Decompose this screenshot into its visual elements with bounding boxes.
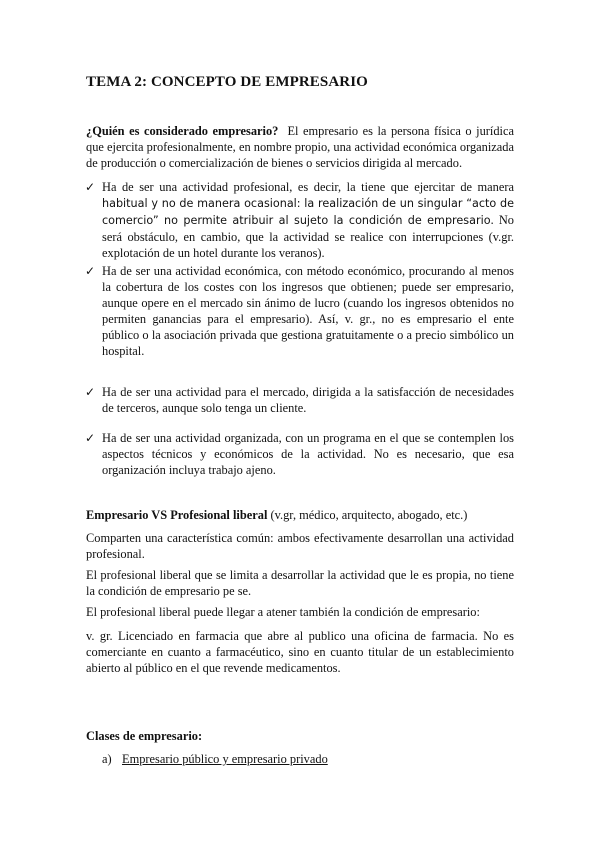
bullet-text-part1: Ha de ser una actividad profesional, es decir, la tiene que ejercitar de manera <box>102 180 514 194</box>
section-heading-row <box>86 507 514 523</box>
list-item-text: Empresario público y empresario privado <box>122 752 328 766</box>
paragraph: El profesional liberal que se limita a desarrollar la actividad que le es propia, no tiene la condición de empresario pe se. <box>86 568 514 598</box>
page-title: TEMA 2: CONCEPTO DE EMPRESARIO <box>86 74 368 90</box>
list-item <box>102 752 328 767</box>
checkmark-icon: ✓ <box>85 385 96 399</box>
checkmark-icon: ✓ <box>85 180 96 194</box>
bullet-text-part3: No será obstáculo, en cambio, que la actividad se realice con interrupciones (v.gr. explotación de un hotel durante los veranos). <box>102 213 514 260</box>
paragraph: Comparten una característica común: ambos efectivamente desarrollan una actividad profesional. <box>86 531 514 561</box>
bullet-text-part2: habitual y no de manera ocasional: la realización de un singular “acto de comercio” no permite atribuir al sujeto la condición de empresario. <box>102 197 514 227</box>
bullet-item <box>85 384 514 416</box>
bullet-item <box>85 263 514 359</box>
bullet-text: Ha de ser una actividad para el mercado, dirigida a la satisfacción de necesidades de terceros, aunque solo tenga un cliente. <box>102 385 514 415</box>
bullet-text: Ha de ser una actividad económica, con método económico, procurando al menos la cobertura de los costes con los ingresos que obtienen; puede ser empresario, aunque opere en el mercado sin ánimo de lucro (cuando los ingresos obtenidos no permiten ganancias para el empresario). Así, v. gr., no es empresario el ente público o la asociación privada que gestiona gratuitamente o a precio simbólico un hospital. <box>102 264 514 358</box>
bullet-text: Ha de ser una actividad organizada, con un programa en el que se contemplen los aspectos técnicos y económicos de la actividad. No es necesario, que esa organización incluya trabajo ajeno. <box>102 431 514 477</box>
bullet-item <box>85 179 514 261</box>
bullet-item <box>85 430 514 478</box>
list-marker: a) <box>102 752 112 766</box>
section-heading-note: (v.gr, médico, arquitecto, abogado, etc.) <box>270 508 468 522</box>
section-heading: Clases de empresario: <box>86 729 203 743</box>
section-heading: Empresario VS Profesional liberal <box>86 508 268 522</box>
paragraph: v. gr. Licenciado en farmacia que abre al publico una oficina de farmacia. No es comerciante en cuanto a farmacéutico, sino en cuanto titular de un establecimiento abierto al público en el que revende medicamentos. <box>86 629 514 675</box>
checkmark-icon: ✓ <box>85 264 96 278</box>
intro-question: ¿Quién es considerado empresario? <box>86 124 279 138</box>
intro-paragraph <box>86 123 514 171</box>
paragraph: El profesional liberal puede llegar a atener también la condición de empresario: <box>86 605 480 619</box>
intro-text: El empresario es la persona física o jurídica que ejercita profesionalmente, en nombre propio, una actividad económica organizada de producción o comercialización de bienes o servicios dirigida al mercado. <box>86 124 514 170</box>
checkmark-icon: ✓ <box>85 431 96 445</box>
